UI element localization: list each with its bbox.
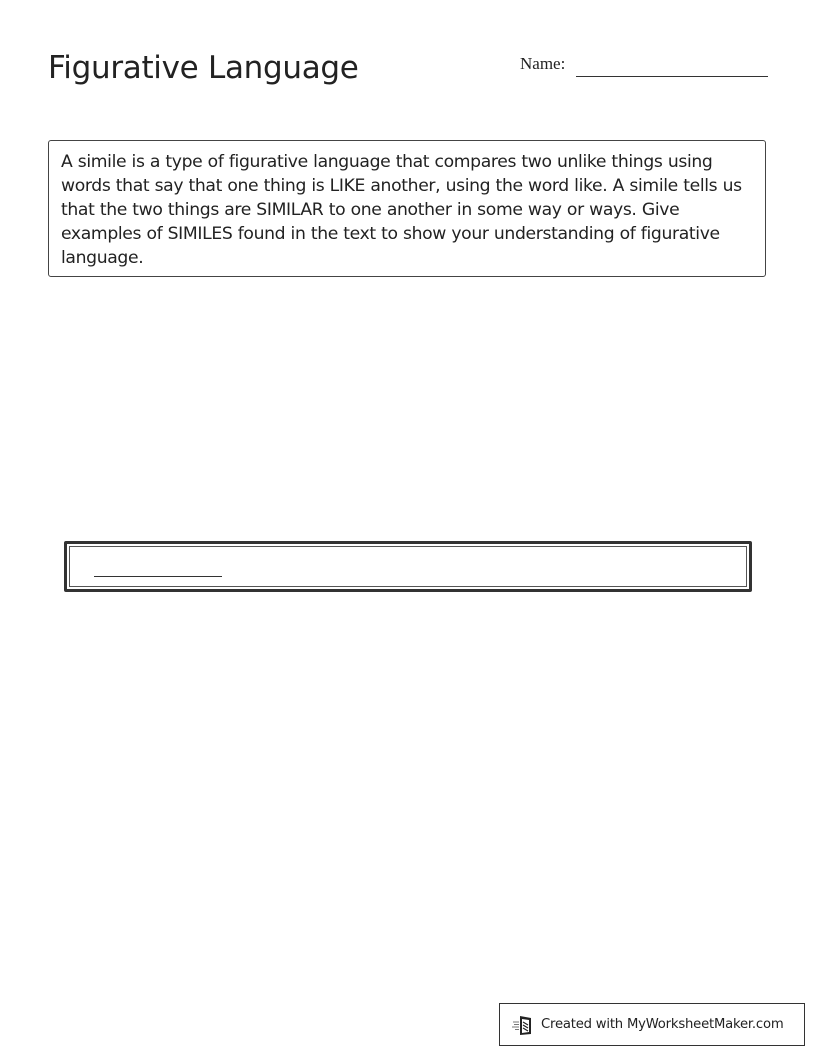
name-field[interactable] — [520, 54, 768, 80]
instructions-text: A simile is a type of figurative language that compares two unlike things using words that say that one thing is LIKE another, using the word like. A simile tells us that the two things are SIMILAR to one another in some way or ways. Give examples of SIMILES found in the text to show your understanding of figurative language. — [61, 152, 742, 268]
page-title: Figurative Language — [48, 50, 359, 86]
footer-credit[interactable] — [499, 1003, 805, 1046]
answer-input-line[interactable] — [94, 576, 222, 577]
name-label: Name: — [520, 54, 566, 73]
name-input-line[interactable] — [576, 76, 768, 77]
answer-box-inner — [69, 546, 747, 587]
worksheet-maker-logo-icon — [512, 1013, 536, 1037]
instructions-box — [48, 140, 766, 277]
footer-text: Created with MyWorksheetMaker.com — [541, 1017, 784, 1032]
answer-box — [64, 541, 752, 592]
